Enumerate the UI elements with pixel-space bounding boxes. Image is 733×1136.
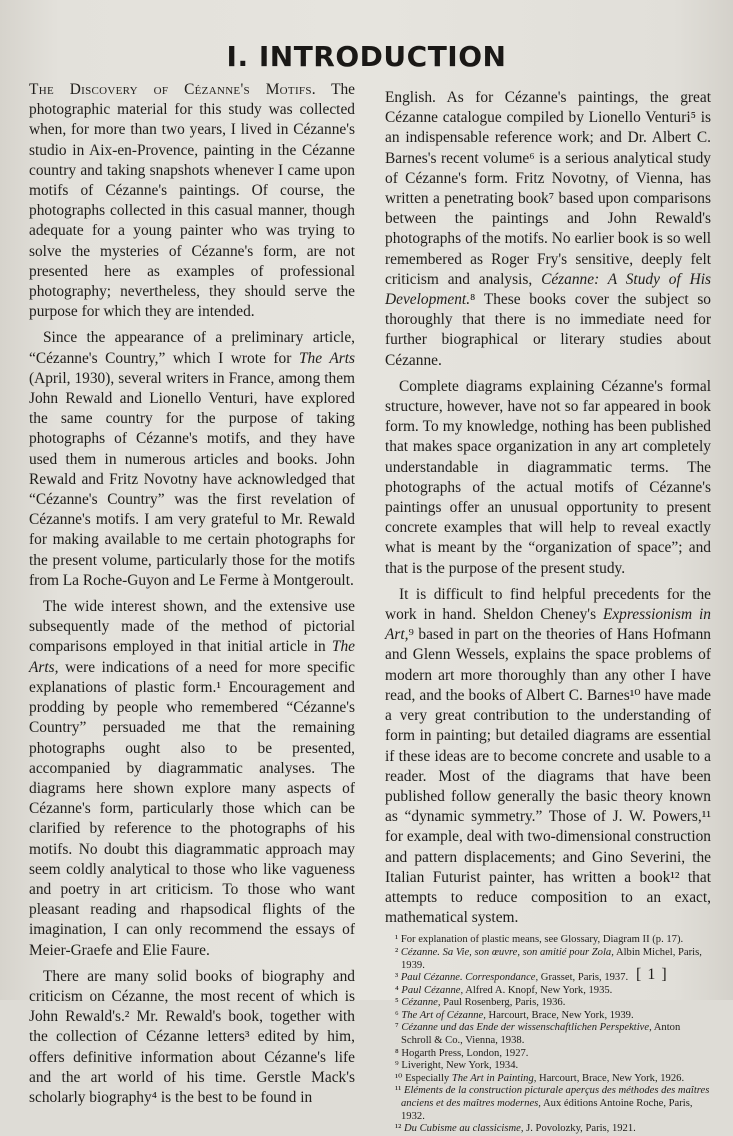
paragraph-text: The wide interest shown, and the extensive use subsequently made of the method of pictorial comparisons employed in that initial article in [29,598,355,656]
journal-title: The Arts [298,349,356,367]
paragraph: Complete diagrams explaining Cézanne's formal structure, however, have not so far appeared in book form. To my knowledge, nothing has been published that makes space organization in any art completely understandable in diagrammatic terms. The photographs of the actual motifs of Cézanne's paintings offer an unusual opportunity to present concrete examples that will help to reveal exactly what is meant by the “organization of space”; and that is the purpose of the present study. [385,377,711,577]
footnote: ² Cézanne. Sa Vie, son œuvre, son amitié pour Zola, Albin Michel, Paris, 1939. [395,946,702,971]
footnote: ¹² Du Cubisme au classicisme, J. Povolozky, Paris, 1921. [395,1123,636,1135]
footnotes [385,934,711,1136]
paragraph [29,597,355,961]
paragraph [385,585,711,928]
paragraph-text: were indications of a need for more specific explanations of plastic form.¹ Encouragement and prodding by people who remembered “Cézanne's Country” persuaded me that the remaining photographs ought also to be presented, accompanied by diagrammatic analyses. The diagrams here shown explore many aspects of Cézanne's form, particularly those which can be clarified by reference to the photographs of his motifs. No doubt this diagrammatic approach may seem coldly analytical to those who like vagueness and poetry in art criticism. To those who want pleasant reading and rhapsodical flights of the imagination, I can only recommend the essays of Meier-Graefe and Elie Faure. [29,658,355,959]
chapter-title: I. INTRODUCTION [226,40,507,73]
footnote: ⁹ Liveright, New York, 1934. [395,1060,519,1072]
footnote: ¹⁰ Especially The Art in Painting, Harcourt, Brace, New York, 1926. [395,1072,685,1084]
paragraph-text: ⁹ based in part on the theories of Hans Hofmann and Glenn Wessels, explains the space problems of modern art more thoroughly than any other I have read, and the books of Albert C. Barnes¹⁰ have made a very great contribution to the understanding of form in painting; but detailed diagrams are essential if these ideas are to become concrete and usable to a reader. Most of the diagrams that have been published follow generally the basic theory known as “dynamic symmetry.” Those of J. W. Powers,¹¹ for example, deal with two-dimensional construction and pattern displacements; and Gino Severini, the Italian Futurist painter, has written a book¹² that attempts to reduce composition to an exact, mathematical system. [385,626,711,927]
paragraph [385,88,711,371]
book-title: Expressionism in Art, [385,606,711,644]
footnote: ¹¹ Eléments de la construction picturale aperçus des méthodes des maîtres anciens et des maîtres modernes, Aux éditions Antoine Roche, Paris, 1932. [395,1085,710,1122]
footnote: ¹ For explanation of plastic means, see Glossary, Diagram II (p. 17). [395,934,684,946]
footnote: ⁶ The Art of Cézanne, Harcourt, Brace, New York, 1939. [395,1009,634,1021]
footnote: ³ Paul Cézanne. Correspondance, Grasset, Paris, 1937. [395,972,629,984]
paragraph-text: ⁸ These books cover the subject so thoroughly that there is no immediate need for further biographical or literary studies about Cézanne. [385,291,711,369]
paragraph-text: Since the appearance of a preliminary article, “Cézanne's Country,” which I wrote for [29,329,355,367]
paragraph-text: English. As for Cézanne's paintings, the great Cézanne catalogue compiled by Lionello Venturi⁵ is an indispensable reference work; and Dr. Albert C. Barnes's recent volume⁶ is a serious analytical study of Cézanne's form. Fritz Novotny, of Vienna, has written a penetrating book⁷ based upon comparisons between the paintings and John Rewald's photographs of the motifs. No earlier book is so well remembered as Roger Fry's sensitive, deeply felt criticism and analysis, [385,89,711,288]
paragraph: There are many solid books of biography and criticism on Cézanne, the most recent of which is John Rewald's.² Mr. Rewald's book, together with the collection of Cézanne letters³ edited by him, offers definitive information about Cézanne's life and the art world of his time. Gerstle Mack's scholarly biography⁴ is the best to be found in [29,967,355,1106]
footnote: ⁸ Hogarth Press, London, 1927. [395,1047,529,1059]
paragraph [29,328,355,591]
footnote: ⁵ Cézanne, Paul Rosenberg, Paris, 1936. [395,997,566,1009]
journal-title: The Arts, [29,638,355,676]
section-heading: The Discovery of Cézanne's Motifs. [29,81,316,98]
footnote: ⁴ Paul Cézanne, Alfred A. Knopf, New York, 1935. [395,984,613,996]
paragraph-text: It is difficult to find helpful precedents for the work in hand. Sheldon Cheney's [385,585,711,624]
paragraph-text: The photographic material for this study was collected when, for more than two years, I lived in Cézanne's studio in Aix-en-Provence, painting in the Cézanne country and taking snapshots whenever I came upon motifs of Cézanne's paintings. Of course, the photographs collected in this casual manner, though adequate for a young painter who was trying to solve the mysteries of Cézanne's form, are not presented here as examples of professional photography; nevertheless, they should serve the purpose for which they are intended. [29,81,356,321]
page-number: [ 1 ] [636,966,668,983]
paragraph [29,80,355,322]
footnote: ⁷ Cézanne und das Ende der wissenschaftlichen Perspektive, Anton Schroll & Co., Vienna, 1938. [395,1022,681,1047]
left-column [29,80,355,1114]
paragraph-text: (April, 1930), several writers in France, among them John Rewald and Lionello Venturi, have explored the same country for the purpose of taking photographs of Cézanne's motifs, and they have used them in numerous articles and books. John Rewald and Fritz Novotny have acknowledged that “Cézanne's Country” was the first revelation of Cézanne's motifs. I am very grateful to Mr. Rewald for making available to me certain photographs for the present volume, particularly those for the motifs from La Roche-Guyon and Le Ferme à Montgeroult. [29,369,355,589]
book-title: Cézanne: A Study of His Development. [385,270,711,309]
